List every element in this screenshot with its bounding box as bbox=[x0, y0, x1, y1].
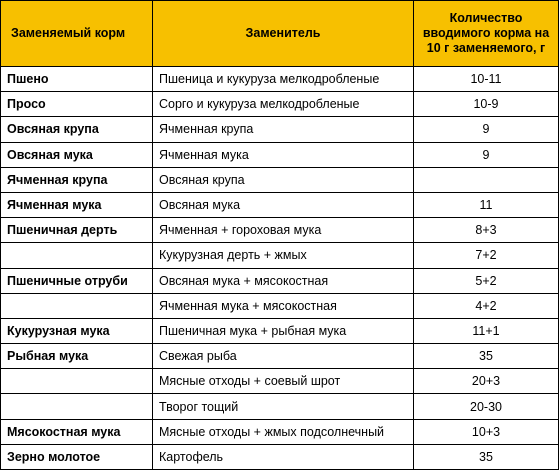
table-row bbox=[1, 92, 559, 117]
cell-replaced-feed bbox=[1, 394, 153, 419]
cell-quantity: 10+3 bbox=[414, 419, 559, 444]
cell-quantity bbox=[414, 167, 559, 192]
table-row bbox=[1, 394, 559, 419]
cell-substitute: Овсяная мука bbox=[153, 192, 414, 217]
cell-quantity: 9 bbox=[414, 142, 559, 167]
table-row bbox=[1, 243, 559, 268]
table-header bbox=[1, 1, 559, 67]
cell-quantity: 20+3 bbox=[414, 369, 559, 394]
cell-replaced-feed: Ячменная крупа bbox=[1, 167, 153, 192]
cell-quantity: 10-11 bbox=[414, 67, 559, 92]
cell-substitute: Овсяная крупа bbox=[153, 167, 414, 192]
cell-substitute: Сорго и кукуруза мелкодробленые bbox=[153, 92, 414, 117]
cell-quantity: 4+2 bbox=[414, 293, 559, 318]
cell-replaced-feed: Пшено bbox=[1, 67, 153, 92]
table-row bbox=[1, 268, 559, 293]
cell-replaced-feed: Овсяная крупа bbox=[1, 117, 153, 142]
table-row bbox=[1, 293, 559, 318]
table-row bbox=[1, 419, 559, 444]
table-row bbox=[1, 369, 559, 394]
cell-substitute: Ячменная + гороховая мука bbox=[153, 218, 414, 243]
cell-substitute: Картофель bbox=[153, 444, 414, 469]
header-row bbox=[1, 1, 559, 67]
cell-replaced-feed: Просо bbox=[1, 92, 153, 117]
cell-substitute: Ячменная мука bbox=[153, 142, 414, 167]
cell-quantity: 11+1 bbox=[414, 318, 559, 343]
cell-substitute: Ячменная крупа bbox=[153, 117, 414, 142]
cell-quantity: 20-30 bbox=[414, 394, 559, 419]
cell-quantity: 11 bbox=[414, 192, 559, 217]
table-row bbox=[1, 67, 559, 92]
header-replaced-feed: Заменяемый корм bbox=[1, 1, 153, 67]
table-row bbox=[1, 444, 559, 469]
cell-replaced-feed bbox=[1, 293, 153, 318]
cell-replaced-feed: Зерно молотое bbox=[1, 444, 153, 469]
cell-substitute: Мясные отходы + жмых подсолнечный bbox=[153, 419, 414, 444]
cell-quantity: 7+2 bbox=[414, 243, 559, 268]
cell-replaced-feed: Овсяная мука bbox=[1, 142, 153, 167]
table-row bbox=[1, 167, 559, 192]
header-quantity: Количество вводимого корма на 10 г заменяемого, г bbox=[414, 1, 559, 67]
cell-substitute: Кукурузная дерть + жмых bbox=[153, 243, 414, 268]
cell-replaced-feed bbox=[1, 369, 153, 394]
cell-quantity: 35 bbox=[414, 444, 559, 469]
cell-replaced-feed: Мясокостная мука bbox=[1, 419, 153, 444]
cell-substitute: Творог тощий bbox=[153, 394, 414, 419]
table-row bbox=[1, 318, 559, 343]
table-body bbox=[1, 67, 559, 470]
cell-substitute: Пшеничная мука + рыбная мука bbox=[153, 318, 414, 343]
table-row bbox=[1, 218, 559, 243]
cell-replaced-feed: Пшеничные отруби bbox=[1, 268, 153, 293]
cell-quantity: 35 bbox=[414, 344, 559, 369]
header-substitute: Заменитель bbox=[153, 1, 414, 67]
cell-replaced-feed: Пшеничная дерть bbox=[1, 218, 153, 243]
cell-replaced-feed: Рыбная мука bbox=[1, 344, 153, 369]
cell-quantity: 5+2 bbox=[414, 268, 559, 293]
cell-replaced-feed: Ячменная мука bbox=[1, 192, 153, 217]
table-row bbox=[1, 192, 559, 217]
cell-substitute: Пшеница и кукуруза мелкодробленые bbox=[153, 67, 414, 92]
cell-quantity: 8+3 bbox=[414, 218, 559, 243]
table-row bbox=[1, 142, 559, 167]
cell-substitute: Ячменная мука + мясокостная bbox=[153, 293, 414, 318]
cell-substitute: Свежая рыба bbox=[153, 344, 414, 369]
cell-quantity: 10-9 bbox=[414, 92, 559, 117]
cell-replaced-feed bbox=[1, 243, 153, 268]
cell-substitute: Овсяная мука + мясокостная bbox=[153, 268, 414, 293]
cell-quantity: 9 bbox=[414, 117, 559, 142]
table-row bbox=[1, 117, 559, 142]
cell-substitute: Мясные отходы + соевый шрот bbox=[153, 369, 414, 394]
table-row bbox=[1, 344, 559, 369]
cell-replaced-feed: Кукурузная мука bbox=[1, 318, 153, 343]
